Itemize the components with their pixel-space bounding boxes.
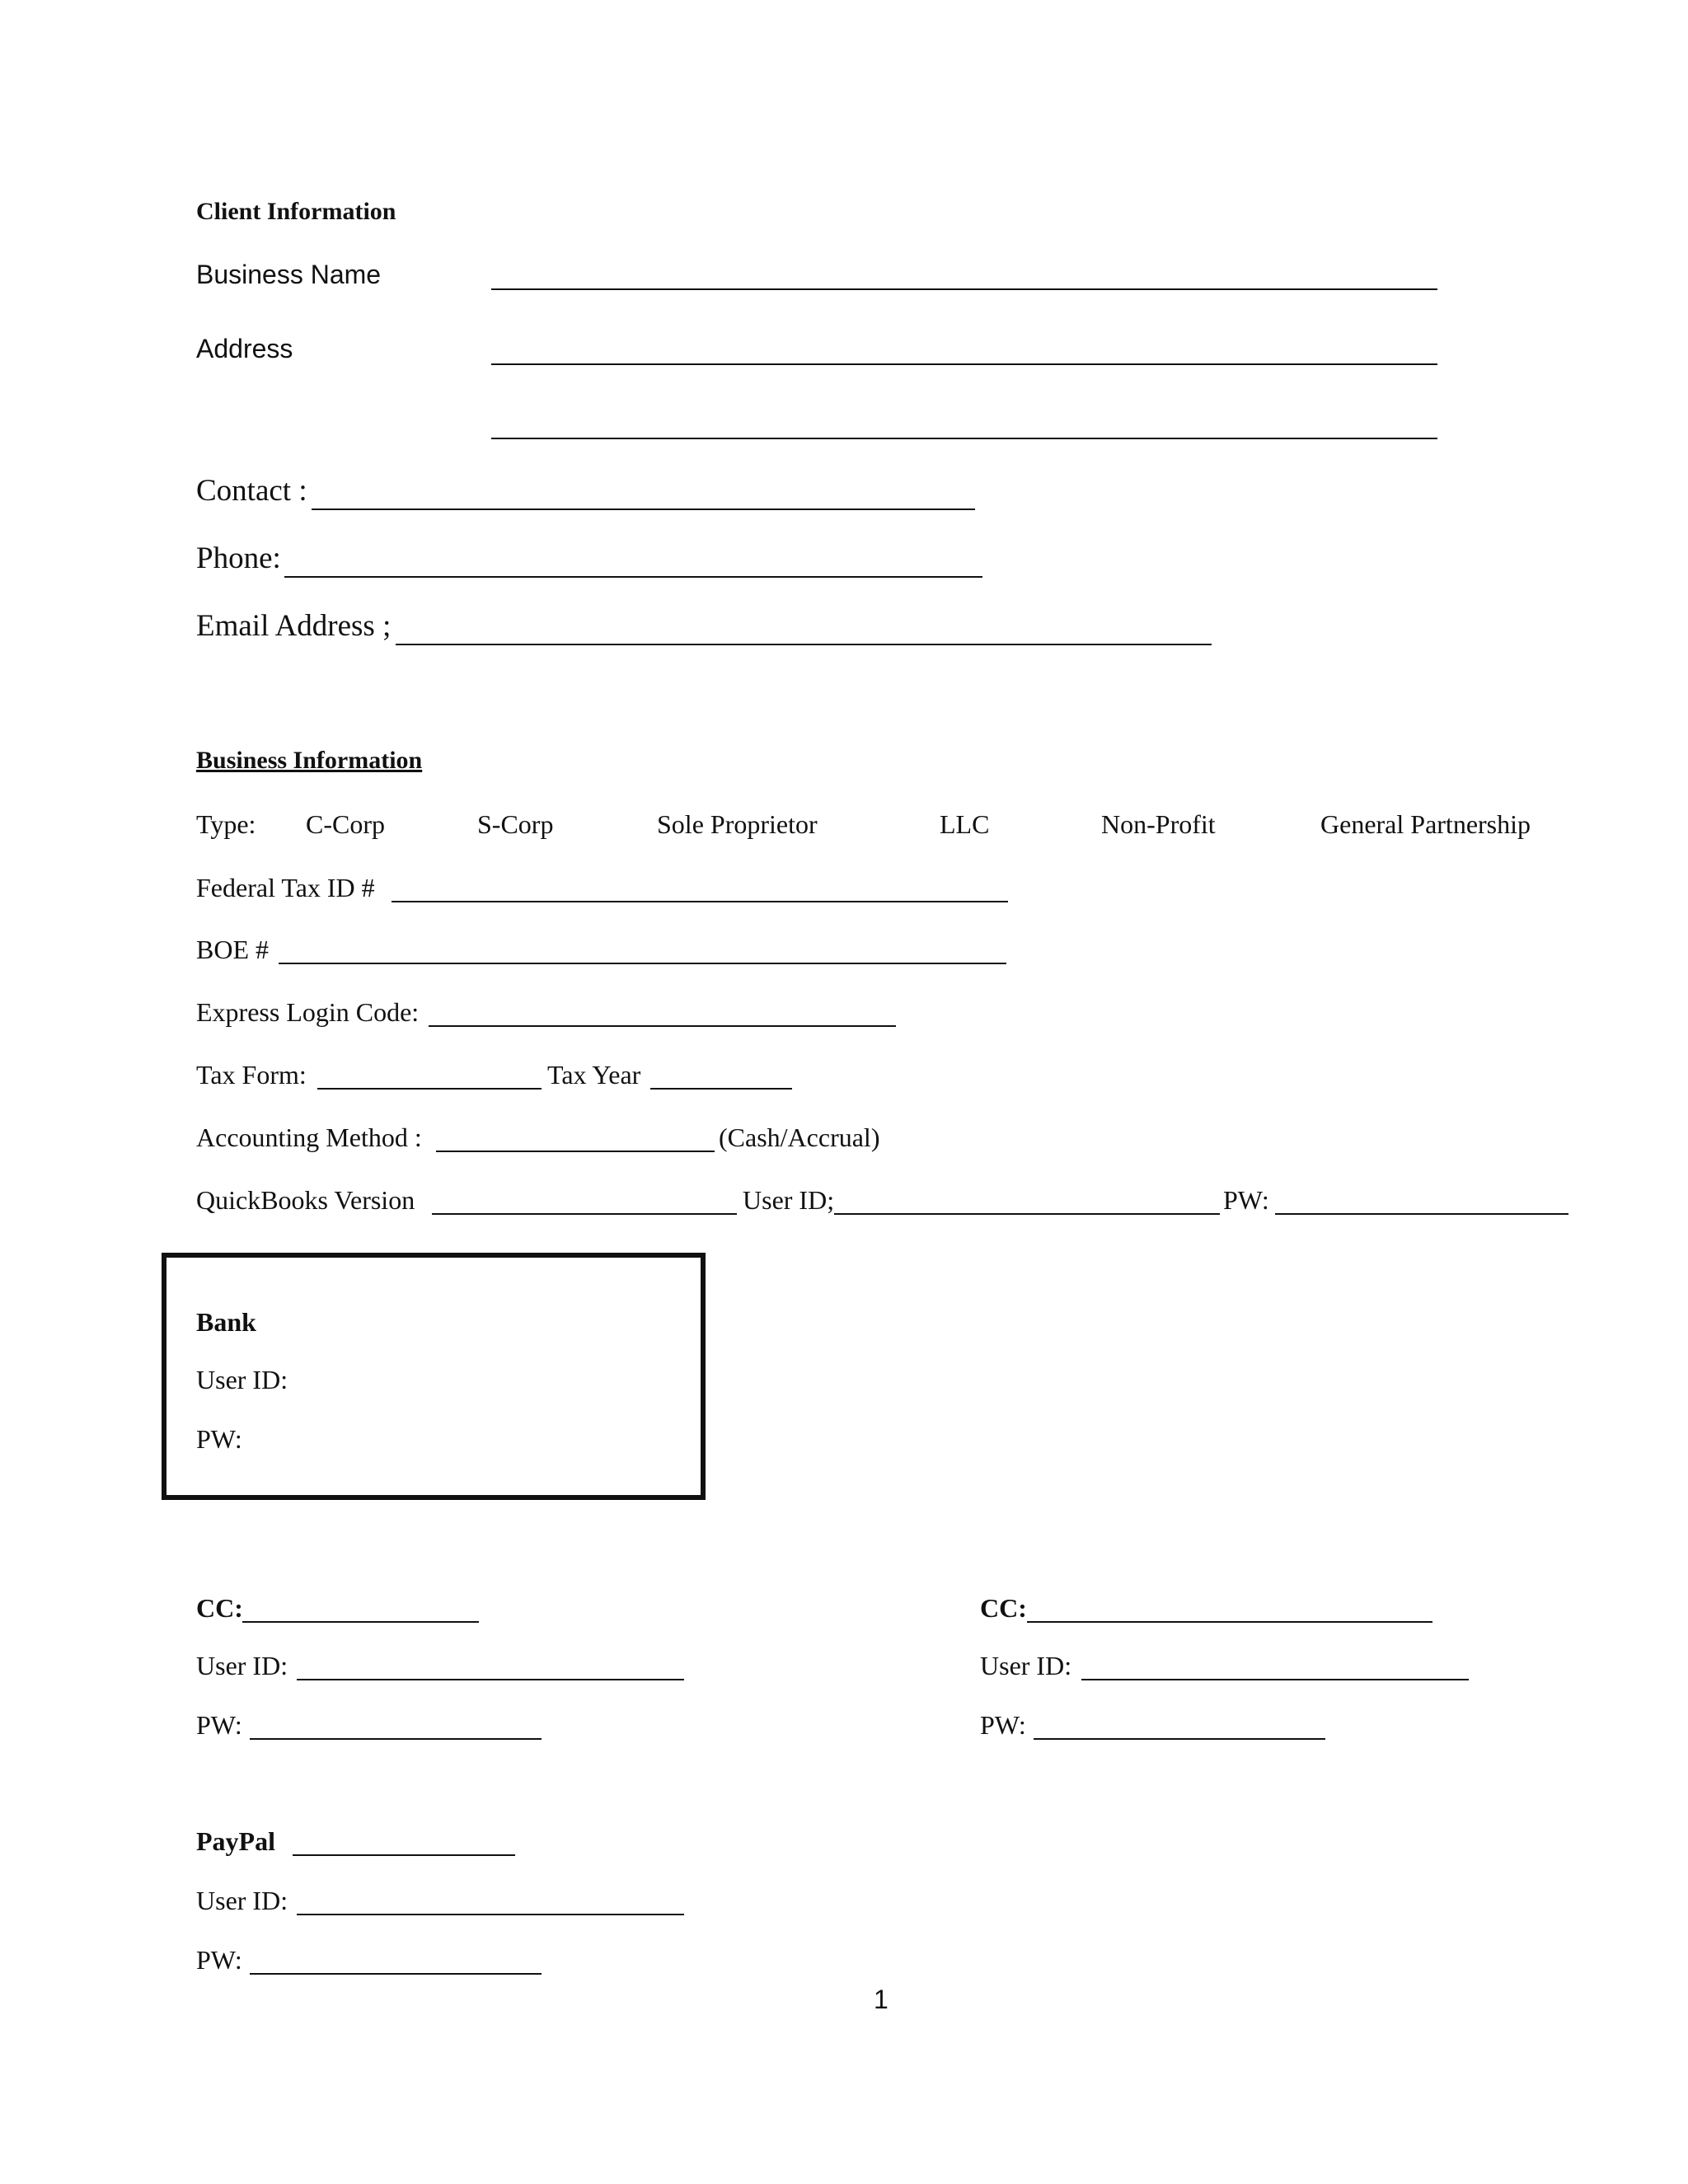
- type-option-llc[interactable]: LLC: [940, 809, 990, 839]
- bank-pw-label: PW:: [196, 1424, 242, 1454]
- bank-user-id-label: User ID:: [196, 1365, 288, 1394]
- type-option-general-partnership[interactable]: General Partnership: [1320, 809, 1531, 839]
- phone-label: Phone:: [196, 541, 281, 575]
- cc-right-user-id-field[interactable]: [1081, 1679, 1469, 1680]
- paypal-field[interactable]: [293, 1854, 515, 1856]
- client-info-heading: Client Information: [196, 198, 396, 225]
- business-name-label: Business Name: [196, 260, 382, 289]
- accounting-method-field[interactable]: [436, 1151, 715, 1152]
- type-option-c-corp[interactable]: C-Corp: [306, 809, 385, 839]
- address-line-2-field[interactable]: [491, 438, 1437, 439]
- cc-right-field[interactable]: [1027, 1621, 1432, 1623]
- paypal-pw-field[interactable]: [250, 1973, 542, 1975]
- paypal-user-id-field[interactable]: [297, 1914, 684, 1915]
- express-login-label: Express Login Code:: [196, 997, 420, 1027]
- quickbooks-version-label: QuickBooks Version: [196, 1185, 415, 1215]
- paypal-user-id-label: User ID:: [196, 1886, 288, 1915]
- type-option-sole-proprietor[interactable]: Sole Proprietor: [657, 809, 818, 839]
- tax-form-label: Tax Form:: [196, 1060, 307, 1090]
- contact-label: Contact :: [196, 474, 307, 508]
- address-label: Address: [196, 334, 293, 363]
- federal-tax-id-label: Federal Tax ID #: [196, 873, 375, 902]
- page-number: 1: [874, 1985, 889, 2014]
- federal-tax-id-field[interactable]: [392, 901, 1008, 902]
- cc-left-heading: CC:: [196, 1593, 243, 1623]
- cc-left-user-id-field[interactable]: [297, 1679, 684, 1680]
- cc-right-pw-field[interactable]: [1034, 1738, 1325, 1740]
- quickbooks-user-id-label: User ID;: [743, 1185, 835, 1215]
- address-line-1-field[interactable]: [491, 363, 1437, 365]
- tax-year-label: Tax Year: [547, 1060, 641, 1090]
- tax-form-field[interactable]: [317, 1088, 542, 1090]
- type-label: Type:: [196, 809, 256, 839]
- business-info-heading: Business Information: [196, 747, 423, 774]
- business-name-field[interactable]: [491, 288, 1437, 290]
- email-field[interactable]: [396, 644, 1212, 645]
- type-option-non-profit[interactable]: Non-Profit: [1101, 809, 1216, 839]
- tax-year-field[interactable]: [650, 1088, 792, 1090]
- email-label: Email Address ;: [196, 609, 392, 643]
- cc-left-pw-label: PW:: [196, 1710, 242, 1740]
- cc-right-heading: CC:: [980, 1593, 1027, 1623]
- phone-field[interactable]: [284, 576, 982, 578]
- accounting-method-hint: (Cash/Accrual): [719, 1122, 880, 1152]
- cc-right-user-id-label: User ID:: [980, 1651, 1072, 1680]
- quickbooks-pw-field[interactable]: [1275, 1213, 1568, 1215]
- accounting-method-label: Accounting Method :: [196, 1122, 422, 1152]
- boe-label: BOE #: [196, 935, 269, 964]
- boe-field[interactable]: [279, 963, 1006, 964]
- quickbooks-user-id-field[interactable]: [834, 1213, 1220, 1215]
- cc-left-field[interactable]: [242, 1621, 479, 1623]
- cc-left-user-id-label: User ID:: [196, 1651, 288, 1680]
- cc-right-pw-label: PW:: [980, 1710, 1026, 1740]
- express-login-field[interactable]: [429, 1025, 896, 1027]
- type-option-s-corp[interactable]: S-Corp: [477, 809, 554, 839]
- paypal-heading: PayPal: [196, 1826, 275, 1856]
- quickbooks-pw-label: PW:: [1223, 1185, 1269, 1215]
- paypal-pw-label: PW:: [196, 1945, 242, 1975]
- contact-field[interactable]: [312, 509, 975, 510]
- cc-left-pw-field[interactable]: [250, 1738, 542, 1740]
- quickbooks-version-field[interactable]: [432, 1213, 737, 1215]
- bank-heading: Bank: [196, 1307, 256, 1337]
